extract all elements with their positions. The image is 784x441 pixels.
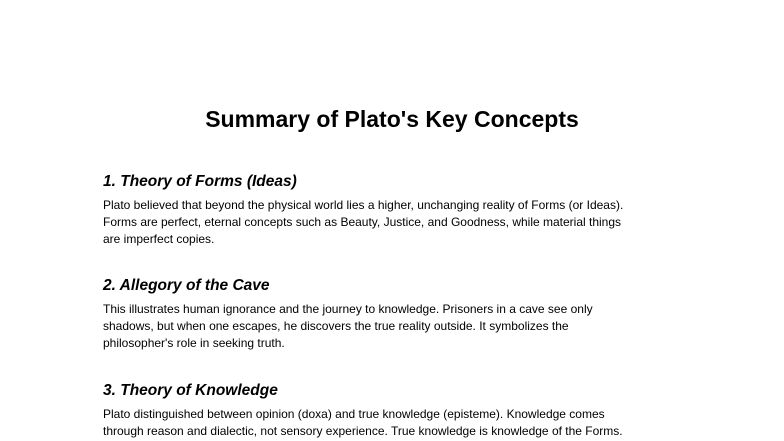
section-allegory-of-the-cave [103, 276, 693, 352]
paragraph-line: shadows, but when one escapes, he discovers the true reality outside. It symbolizes the [103, 319, 569, 333]
paragraph-line: philosopher's role in seeking truth. [103, 336, 285, 350]
paragraph-line: Plato distinguished between opinion (doxa) and true knowledge (episteme). Knowledge comes [103, 407, 605, 421]
paragraph-line: Plato believed that beyond the physical world lies a higher, unchanging reality of Forms (or Ideas). [103, 198, 624, 212]
section-heading: 3. Theory of Knowledge [103, 382, 278, 399]
section-theory-of-knowledge [103, 381, 693, 440]
section-paragraph [103, 301, 693, 352]
section-theory-of-forms [103, 172, 693, 248]
section-paragraph [103, 197, 693, 248]
paragraph-line: This illustrates human ignorance and the journey to knowledge. Prisoners in a cave see only [103, 302, 593, 316]
paragraph-line: are imperfect copies. [103, 232, 215, 246]
section-heading: 1. Theory of Forms (Ideas) [103, 173, 297, 190]
section-paragraph [103, 406, 693, 440]
section-heading: 2. Allegory of the Cave [103, 277, 270, 294]
document-title: Summary of Plato's Key Concepts [205, 106, 579, 132]
paragraph-line: Forms are perfect, eternal concepts such as Beauty, Justice, and Goodness, while material things [103, 215, 622, 229]
paragraph-line: through reason and dialectic, not sensory experience. True knowledge is knowledge of the Forms. [103, 424, 623, 438]
